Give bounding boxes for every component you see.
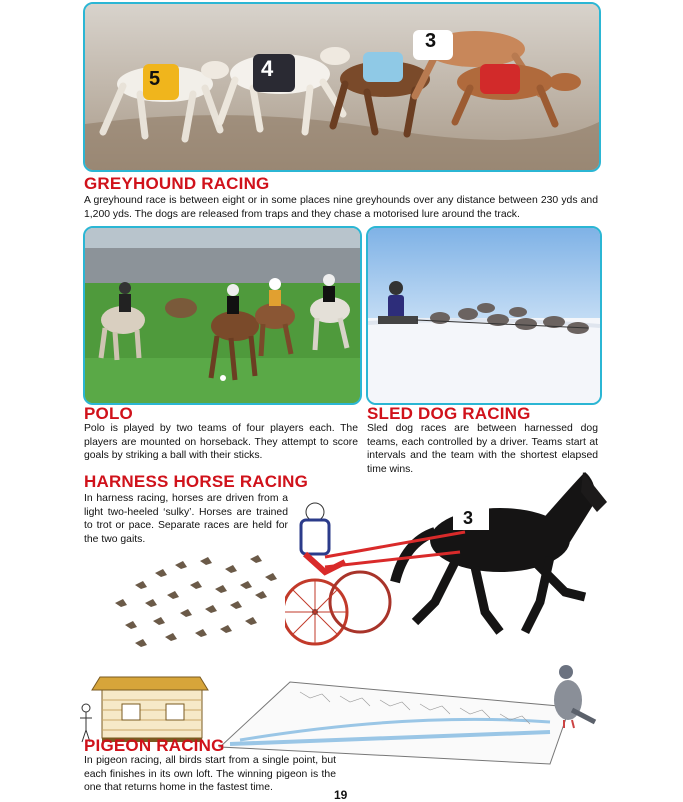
polo-text: Polo is played by two teams of four players each. The players are mounted on horseback. They attempt to score goals by striking a ball with their sticks. (84, 423, 358, 462)
pigeon-text: In pigeon racing, all birds start from a single point, but each finishes in its own loft. The winning pigeon is the one that returns home in the fastest time. (84, 755, 336, 794)
bib-number-5: 5 (149, 68, 161, 90)
harness-bib-number: 3 (463, 508, 474, 528)
harness-text: In harness racing, horses are driven from a light two-heeled ‘sulky’. Horses are trained to trot or pace. Separate races are held for the two gaits. (84, 493, 288, 545)
polo-photo (83, 226, 362, 405)
greyhound-text: A greyhound race is between eight or in some places nine greyhounds over any distance between 230 yds and 1,200 yds. The dogs are released from traps and they chase a motorised lure around the track. (84, 195, 598, 220)
bib-number-4: 4 (261, 56, 274, 81)
sled-dog-photo (366, 226, 602, 405)
sled-title: SLED DOG RACING (367, 404, 531, 423)
pigeon-flock-illustration (105, 555, 285, 655)
polo-title: POLO (84, 404, 133, 423)
bib-number-3: 3 (425, 30, 437, 52)
greyhound-title: GREYHOUND RACING (84, 174, 270, 193)
pigeon-title: PIGEON RACING (84, 736, 225, 755)
sled-text: Sled dog races are between harnessed dog teams, each controlled by a driver. Teams start at intervals and the team with the shortest elapsed time wins. (367, 423, 598, 475)
harness-horse-illustration (285, 462, 615, 647)
harness-title: HARNESS HORSE RACING (84, 472, 309, 491)
greyhound-photo (83, 2, 601, 172)
page-number: 19 (334, 788, 348, 802)
